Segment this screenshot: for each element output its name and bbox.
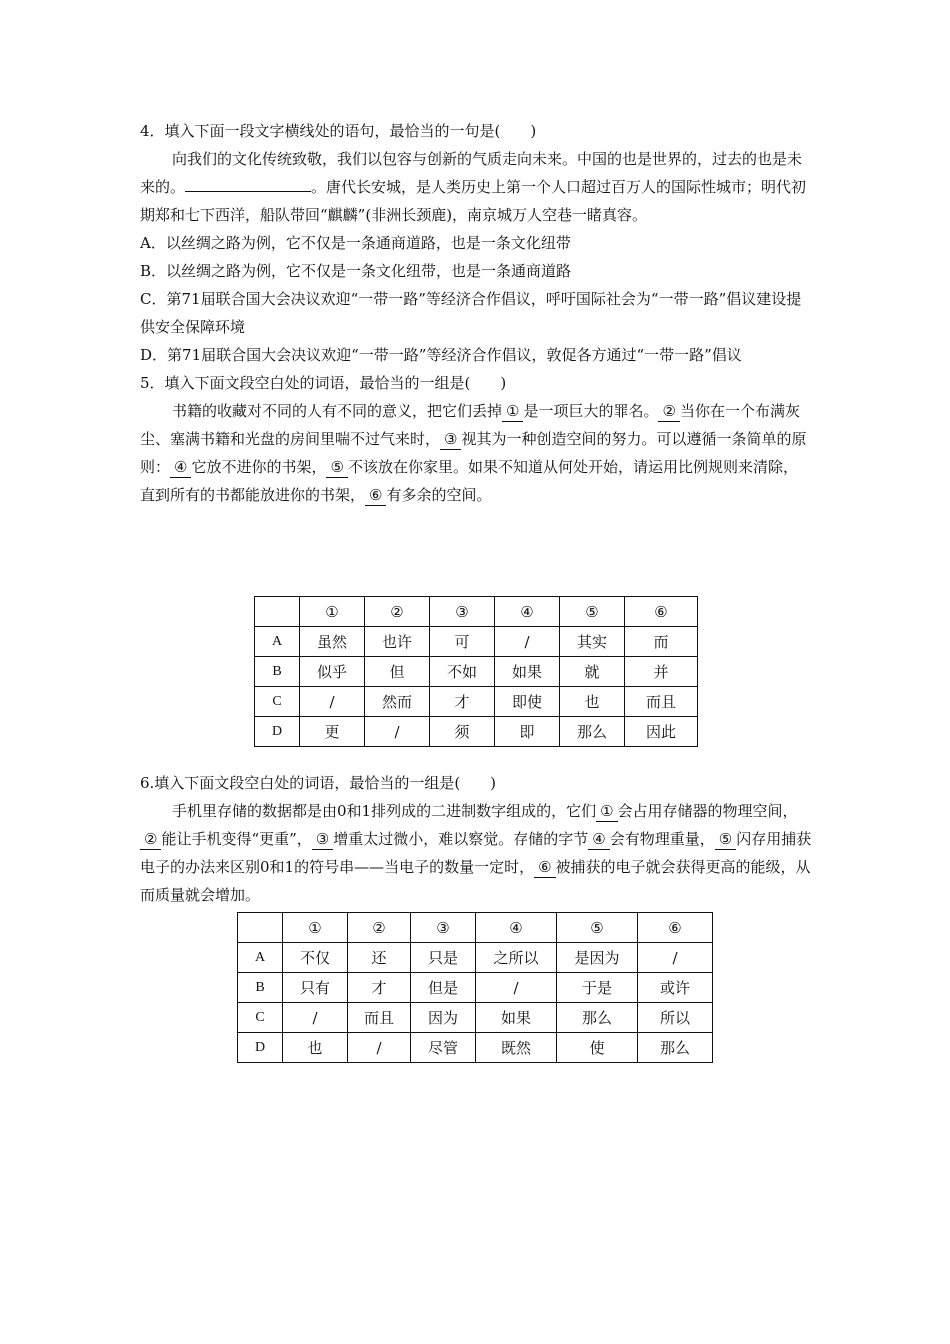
q4-passage-part-b: 。唐代长安城，是人类历史上第一个人口超过百万人的国际性城市；明代初期郑和七下西洋，船队带回“麒麟”(非洲长颈鹿)，南京城万人空巷一睹真容。	[140, 178, 807, 224]
q6-text-7: 被捕获的电子就会获得更高的能级，从而质量就会增加。	[140, 858, 811, 904]
q6-passage	[140, 797, 812, 909]
table-cell: /	[638, 943, 713, 973]
table-header-row	[255, 597, 698, 627]
q5-text-3: 当你在一个布满灰尘、塞满书籍和光盘的房间里喘不过气来时，	[140, 402, 800, 448]
table-cell: 因为	[411, 1003, 476, 1033]
table-cell: 似乎	[300, 657, 365, 687]
table-cell: 须	[430, 717, 495, 747]
table-cell: ⑤	[557, 913, 638, 943]
q6-gap-4: ④	[588, 829, 609, 850]
table-cell: 其实	[560, 627, 625, 657]
table-cell: 使	[557, 1033, 638, 1063]
q6-gap-5: ⑤	[715, 829, 736, 850]
q4-stem: 4．填入下面一段文字横线处的语句，最恰当的一句是( )	[140, 122, 537, 140]
table-cell: 而且	[348, 1003, 411, 1033]
table-cell: ②	[348, 913, 411, 943]
table-cell: 尽管	[411, 1033, 476, 1063]
table-cell: 即	[495, 717, 560, 747]
q5-gap-6: ⑥	[365, 485, 386, 506]
row-label: D	[255, 717, 300, 747]
q6-text-4: 增重太过微小，难以察觉。存储的字节	[333, 830, 589, 848]
q6-stem: 6.填入下面文段空白处的词语，最恰当的一组是( )	[140, 774, 497, 792]
q6-gap-3: ③	[312, 829, 333, 850]
table-cell: 即使	[495, 687, 560, 717]
q5-passage	[140, 397, 812, 509]
table-cell: 可	[430, 627, 495, 657]
table-cell: 因此	[625, 717, 698, 747]
table-cell: 才	[430, 687, 495, 717]
table-cell: 才	[348, 973, 411, 1003]
table-header-row	[238, 913, 713, 943]
table-cell: 既然	[476, 1033, 557, 1063]
table-cell: 那么	[638, 1033, 713, 1063]
row-label: B	[255, 657, 300, 687]
q4-option-b: B．以丝绸之路为例，它不仅是一条文化纽带，也是一条通商道路	[140, 262, 572, 280]
table-cell: /	[283, 1003, 348, 1033]
table-cell: 但是	[411, 973, 476, 1003]
q5-gap-4: ④	[170, 457, 191, 478]
q5-text-2: 是一项巨大的罪名。	[523, 402, 659, 420]
table-cell: /	[348, 1033, 411, 1063]
q5-gap-3: ③	[440, 429, 461, 450]
table-cell: 或许	[638, 973, 713, 1003]
table-cell: /	[476, 973, 557, 1003]
q5-text-7: 有多余的空间。	[386, 486, 492, 504]
q4-passage-part-a: 向我们的文化传统致敬，我们以包容与创新的气质走向未来。中国的也是世界的，过去的也是未来的。	[140, 150, 803, 196]
table-cell: ①	[283, 913, 348, 943]
q6-text-5: 会有物理重量，	[609, 830, 715, 848]
document-page	[140, 117, 812, 509]
table-cell: ③	[430, 597, 495, 627]
table-cell: /	[495, 627, 560, 657]
table-cell: 那么	[560, 717, 625, 747]
table-cell: 就	[560, 657, 625, 687]
table-row	[238, 943, 713, 973]
q6-gap-6: ⑥	[534, 857, 555, 878]
q5-gap-1: ①	[502, 401, 523, 422]
table-cell: 也	[283, 1033, 348, 1063]
table-cell: 只是	[411, 943, 476, 973]
table-cell: ①	[300, 597, 365, 627]
q6-options-table	[237, 912, 713, 1063]
table-cell: 然而	[365, 687, 430, 717]
q5-stem: 5．填入下面文段空白处的词语，最恰当的一组是( )	[140, 374, 507, 392]
table-cell: 所以	[638, 1003, 713, 1033]
q5-options-table	[254, 596, 698, 747]
table-cell: ③	[411, 913, 476, 943]
table-row	[255, 627, 698, 657]
table-cell	[255, 597, 300, 627]
table-cell: 于是	[557, 973, 638, 1003]
table-cell: ④	[476, 913, 557, 943]
q5-text-5: 它放不进你的书架，	[191, 458, 327, 476]
table-cell: 并	[625, 657, 698, 687]
table-cell: 之所以	[476, 943, 557, 973]
table-cell: 如果	[495, 657, 560, 687]
q5-text-1: 书籍的收藏对不同的人有不同的意义，把它们丢掉	[172, 402, 503, 420]
row-label: C	[238, 1003, 283, 1033]
table-row	[238, 1033, 713, 1063]
table-cell: 如果	[476, 1003, 557, 1033]
table-cell: 而且	[625, 687, 698, 717]
q4-option-d: D．第71届联合国大会决议欢迎“一带一路”等经济合作倡议，敦促各方通过“一带一路”倡议	[140, 346, 742, 364]
table-cell: 不如	[430, 657, 495, 687]
q6-text-1: 手机里存储的数据都是由0和1排列成的二进制数字组成的，它们	[172, 802, 597, 820]
q6-text-6: 闪存用捕获电子的办法来区别0和1的符号串——当电子的数量一定时，	[140, 830, 812, 876]
q4-passage	[140, 145, 812, 229]
table-cell: ②	[365, 597, 430, 627]
q6-block	[140, 769, 812, 909]
table-row	[238, 973, 713, 1003]
table-cell: /	[300, 687, 365, 717]
table-cell	[238, 913, 283, 943]
table-cell: 虽然	[300, 627, 365, 657]
table-row	[255, 687, 698, 717]
q6-gap-2: ②	[140, 829, 161, 850]
q5-gap-2: ②	[658, 401, 679, 422]
q5-text-4: 视其为一种创造空间的努力。可以遵循一条简单的原则：	[140, 430, 807, 476]
table-row	[255, 717, 698, 747]
q4-option-a: A．以丝绸之路为例，它不仅是一条通商道路，也是一条文化纽带	[140, 234, 571, 252]
table-row	[255, 657, 698, 687]
table-cell: 不仅	[283, 943, 348, 973]
row-label: C	[255, 687, 300, 717]
table-row	[238, 1003, 713, 1033]
table-cell: 还	[348, 943, 411, 973]
row-label: A	[238, 943, 283, 973]
table-cell: 也	[560, 687, 625, 717]
row-label: A	[255, 627, 300, 657]
row-label: B	[238, 973, 283, 1003]
q6-gap-1: ①	[596, 801, 617, 822]
q6-text-2: 会占用存储器的物理空间，	[617, 802, 798, 820]
table-cell: 是因为	[557, 943, 638, 973]
table-cell: ⑤	[560, 597, 625, 627]
table-cell: 也许	[365, 627, 430, 657]
q4-option-c: C．第71届联合国大会决议欢迎“一带一路”等经济合作倡议，呼吁国际社会为“一带一路”倡议建设提供安全保障环境	[140, 290, 802, 336]
q5-text-6: 不该放在你家里。如果不知道从何处开始，请运用比例规则来清除，直到所有的书都能放进你的书架，	[140, 458, 798, 504]
q4-answer-blank	[185, 173, 311, 192]
q6-text-3: 能让手机变得“更重”，	[161, 830, 312, 848]
table-cell: ⑥	[638, 913, 713, 943]
table-cell: ④	[495, 597, 560, 627]
table-cell: /	[365, 717, 430, 747]
table-cell: 那么	[557, 1003, 638, 1033]
table-cell: 只有	[283, 973, 348, 1003]
table-cell: ⑥	[625, 597, 698, 627]
q5-gap-5: ⑤	[326, 457, 347, 478]
table-cell: 但	[365, 657, 430, 687]
table-cell: 更	[300, 717, 365, 747]
row-label: D	[238, 1033, 283, 1063]
table-cell: 而	[625, 627, 698, 657]
